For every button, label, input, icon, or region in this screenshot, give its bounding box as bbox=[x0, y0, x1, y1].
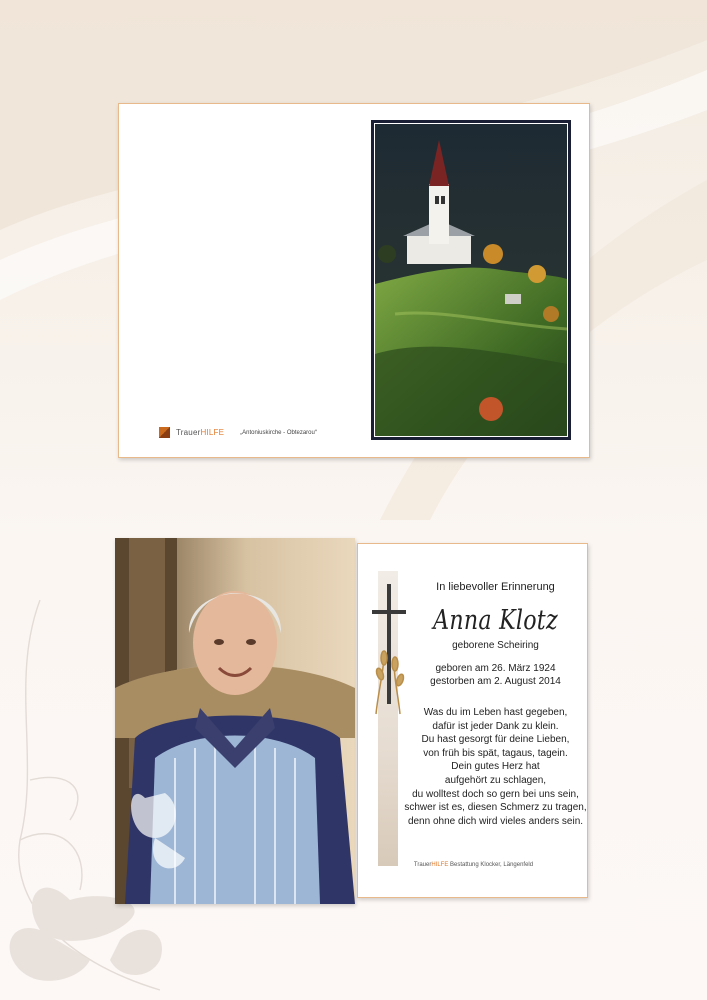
memorial-text bbox=[402, 544, 589, 828]
funeral-home: Bestattung Klocker, Längenfeld bbox=[450, 862, 534, 868]
front-card bbox=[118, 103, 590, 458]
brand-row bbox=[159, 427, 317, 438]
life-dates bbox=[402, 662, 589, 688]
memorial-card bbox=[357, 543, 588, 898]
poem-line: dafür ist jeder Dank zu klein. bbox=[432, 720, 559, 732]
church-photo-frame bbox=[371, 120, 571, 440]
portrait-photo bbox=[115, 538, 355, 904]
poem-line: Du hast gesorgt für deine Lieben, bbox=[421, 734, 570, 746]
poem-line: Dein gutes Herz hat bbox=[451, 761, 540, 773]
birth-date: geboren am 26. März 1924 bbox=[435, 663, 556, 674]
deceased-name: Anna Klotz bbox=[433, 605, 558, 636]
poem-line: schwer ist es, diesen Schmerz zu tragen, bbox=[404, 802, 587, 814]
headline: In liebevoller Erinnerung bbox=[436, 581, 555, 593]
poem-line: denn ohne dich wird vieles anders sein. bbox=[407, 815, 584, 827]
card-footer: TrauerHILFE Bestattung Klocker, Längenfeld bbox=[413, 862, 534, 868]
photo-caption: „Antoniuskirche - Obtezarou“ bbox=[240, 429, 317, 436]
poem-line: von früh bis spät, tagaus, tagein. bbox=[423, 747, 568, 759]
church-photo bbox=[374, 123, 568, 437]
traurhilfe-logo-icon bbox=[159, 427, 170, 438]
poem bbox=[402, 706, 589, 828]
poem-line: aufgehört zu schlagen, bbox=[444, 774, 547, 786]
poem-line: du wolltest doch so gern bei uns sein, bbox=[412, 788, 579, 800]
death-date: gestorben am 2. August 2014 bbox=[430, 676, 561, 687]
maiden-name: geborene Scheiring bbox=[452, 640, 539, 651]
poem-line: Was du im Leben hast gegeben, bbox=[423, 707, 568, 718]
brand-name: TrauerHILFE bbox=[176, 428, 225, 437]
